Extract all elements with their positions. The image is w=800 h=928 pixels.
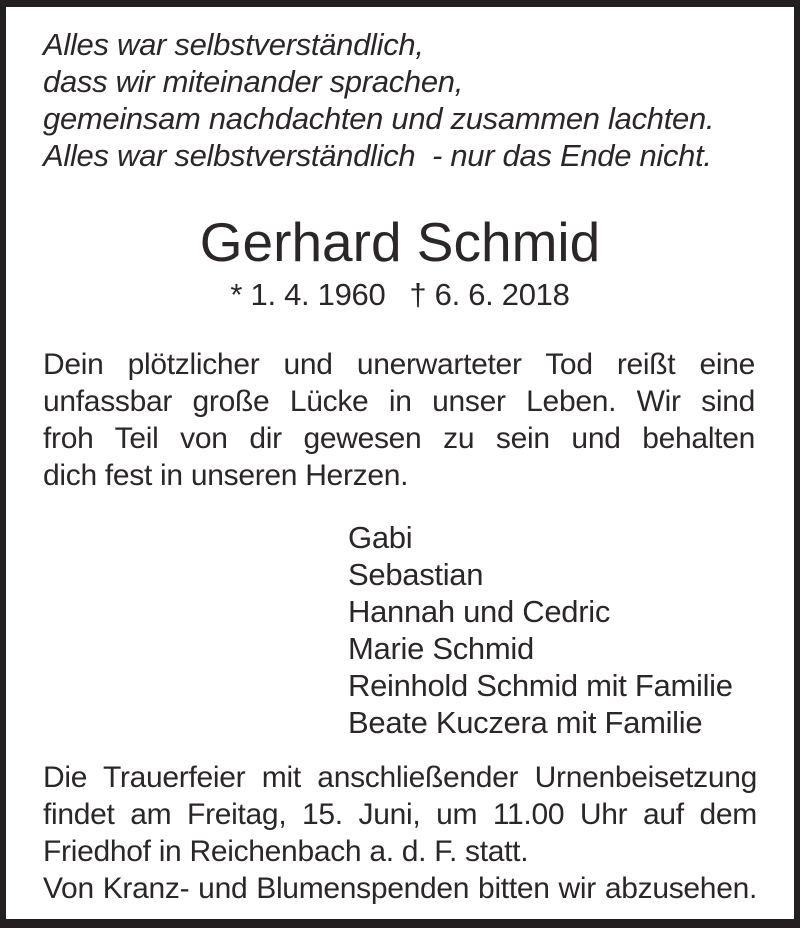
tribute-paragraph: [43, 346, 755, 494]
mourner-name: Marie Schmid: [348, 631, 534, 666]
death-date: † 6. 6. 2018: [409, 277, 570, 312]
mourner-name: Sebastian: [348, 557, 484, 592]
funeral-line: findet am Freitag, 15. Juni, um 11.00 Uhr auf dem: [43, 798, 757, 831]
life-dates: [0, 276, 800, 313]
mourners-list: [348, 519, 733, 741]
quote-line: Alles war selbstverständlich - nur das Ende nicht.: [43, 138, 712, 173]
tribute-line: dich fest in unseren Herzen.: [43, 459, 409, 492]
quote-line: Alles war selbstverständlich,: [43, 27, 424, 62]
funeral-line: Von Kranz- und Blumenspenden bitten wir abzusehen.: [43, 872, 757, 905]
funeral-line: Die Trauerfeier mit anschließender Urnenbeisetzung: [43, 761, 757, 794]
quote-line: gemeinsam nachdachten und zusammen lachten.: [43, 101, 715, 136]
birth-date: * 1. 4. 1960: [230, 277, 386, 312]
memorial-quote: [43, 26, 755, 174]
mourner-name: Gabi: [348, 520, 413, 555]
tribute-line: unfassbar große Lücke in unser Leben. Wir sind: [43, 385, 755, 418]
mourner-name: Reinhold Schmid mit Familie: [348, 668, 733, 703]
funeral-details: [43, 759, 757, 907]
mourner-name: Beate Kuczera mit Familie: [348, 705, 703, 740]
funeral-line: Friedhof in Reichenbach a. d. F. statt.: [43, 835, 529, 868]
tribute-line: Dein plötzlicher und unerwarteter Tod reißt eine: [43, 348, 755, 381]
mourner-name: Hannah und Cedric: [348, 594, 611, 629]
deceased-name: Gerhard Schmid: [199, 211, 601, 273]
tribute-line: froh Teil von dir gewesen zu sein und behalten: [43, 422, 755, 455]
quote-line: dass wir miteinander sprachen,: [43, 64, 464, 99]
